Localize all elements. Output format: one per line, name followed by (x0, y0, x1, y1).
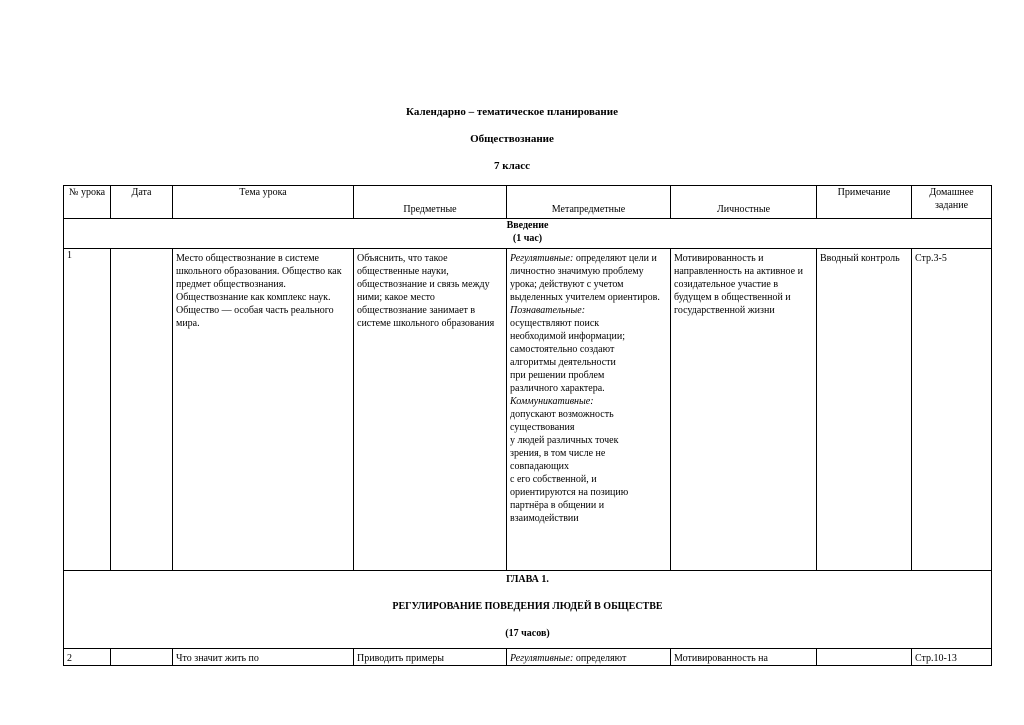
row1-note: Вводный контроль (817, 249, 912, 571)
row1-meta-communicative-line: у людей различных точек (510, 435, 619, 446)
section-hours: (1 час) (512, 233, 543, 244)
row1-meta-regulative-text: определяют цели и личностно значимую проблему урока; действуют с учетом выделенных учителем ориентиров. (510, 253, 660, 303)
row1-personal-results: Мотивированность и направленность на активное и созидательное участие в будущем в общественной и государственной жизни (671, 249, 817, 571)
section-introduction (64, 219, 992, 249)
row1-meta-communicative-label: Коммуникативные: (510, 396, 594, 407)
row2-meta-results (507, 649, 671, 666)
header-topic: Тема урока (173, 186, 354, 219)
header-homework: Домашнее задание (912, 186, 992, 219)
row2-meta-regulative-label: Регулятивные: (510, 653, 574, 664)
row1-meta-cognitive-line: алгоритмы деятельности (510, 357, 616, 368)
header-subject-results: Предметные (354, 186, 507, 219)
header-num: № урока (64, 186, 111, 219)
chapter-hours: (17 часов) (505, 628, 550, 639)
chapter-row (64, 571, 992, 649)
row1-meta-cognitive-line: осуществляют поиск (510, 318, 600, 329)
chapter-label: ГЛАВА 1. (506, 574, 549, 585)
row1-meta-communicative-line: ориентируются на позицию (510, 487, 629, 498)
header-note: Примечание (817, 186, 912, 219)
row1-meta-results (507, 249, 671, 571)
table-header-row (64, 186, 992, 219)
header-meta-results: Метапредметные (507, 186, 671, 219)
row1-meta-communicative-line: партнёра в общении и (510, 500, 605, 511)
row1-homework: Стр.3-5 (912, 249, 992, 571)
row1-meta-communicative-line: существования (510, 422, 575, 433)
table-row (64, 249, 992, 571)
row2-homework: Стр.10-13 (912, 649, 992, 666)
row1-meta-cognitive-line: при решении проблем (510, 370, 605, 381)
row2-meta-regulative-text: определяют (575, 653, 627, 664)
row1-meta-cognitive-line: различного характера. (510, 383, 605, 394)
section-row (64, 219, 992, 249)
row2-num: 2 (64, 649, 111, 666)
row1-date (111, 249, 173, 571)
document-title: Календарно – тематическое планирование (406, 106, 618, 118)
row1-num: 1 (64, 249, 111, 571)
document-grade: 7 класс (493, 160, 531, 172)
row1-meta-cognitive-line: самостоятельно создают (510, 344, 615, 355)
header-personal-results: Личностные (671, 186, 817, 219)
row1-meta-communicative-line: допускают возможность (510, 409, 614, 420)
row1-meta-cognitive-line: необходимой информации; (510, 331, 626, 342)
document-subject: Обществознание (470, 133, 554, 145)
row2-subject-results: Приводить примеры (354, 649, 507, 666)
row1-meta-communicative-line: зрения, в том числе не (510, 448, 606, 459)
row2-date (111, 649, 173, 666)
row1-meta-communicative-line: совпадающих (510, 461, 569, 472)
chapter-1 (64, 571, 992, 649)
row2-topic: Что значит жить по (173, 649, 354, 666)
chapter-title: РЕГУЛИРОВАНИЕ ПОВЕДЕНИЯ ЛЮДЕЙ В ОБЩЕСТВЕ (392, 601, 663, 612)
table-row (64, 649, 992, 666)
row2-note (817, 649, 912, 666)
planning-table (63, 185, 992, 666)
row1-topic: Место обществознание в системе школьного образования. Общество как предмет обществознания. Обществознание как комплекс наук. Общество — особая часть реального мира. (173, 249, 354, 571)
row1-meta-cognitive-label: Познавательные: (510, 305, 586, 316)
section-title: Введение (506, 220, 549, 231)
row1-meta-regulative-label: Регулятивные: (510, 253, 574, 264)
row1-meta-communicative-line: взаимодействии (510, 513, 579, 524)
row1-subject-results: Объяснить, что такое общественные науки, обществознание и связь между ними; какое место обществознание занимает в системе школьного образования (354, 249, 507, 571)
row2-personal-results: Мотивированность на (671, 649, 817, 666)
row1-meta-communicative-line: с его собственной, и (510, 474, 597, 485)
header-date: Дата (111, 186, 173, 219)
